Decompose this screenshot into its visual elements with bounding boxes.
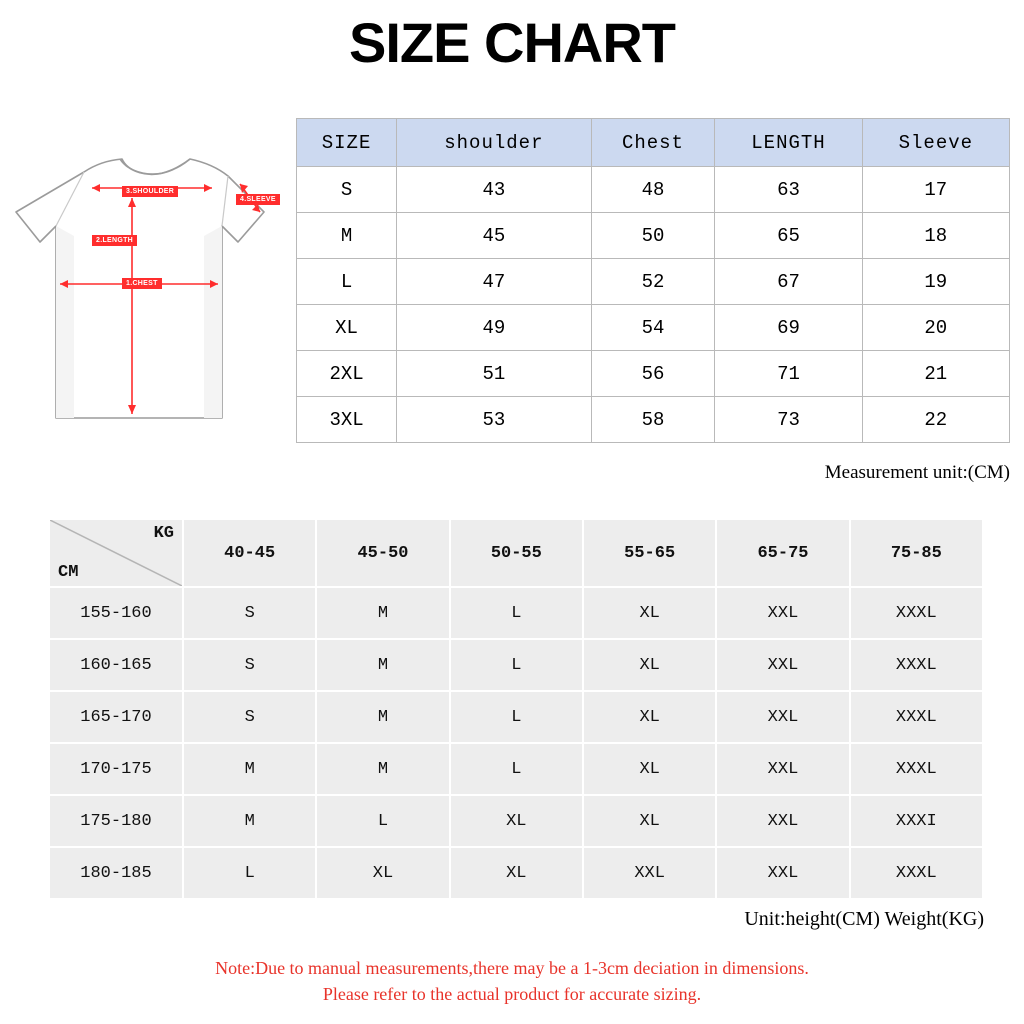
size-cell: M bbox=[316, 691, 449, 743]
column-header-length: LENGTH bbox=[715, 119, 862, 167]
cell-shoulder: 47 bbox=[397, 259, 592, 305]
cell-length: 69 bbox=[715, 305, 862, 351]
size-cell: XXL bbox=[716, 847, 849, 899]
cell-size: 2XL bbox=[297, 351, 397, 397]
size-cell: L bbox=[450, 691, 583, 743]
weight-range-header: 75-85 bbox=[850, 519, 983, 587]
cell-sleeve: 21 bbox=[862, 351, 1009, 397]
table-row bbox=[297, 167, 1010, 213]
size-cell: S bbox=[183, 691, 316, 743]
sleeve-dimension-label: 4.SLEEVE bbox=[236, 194, 280, 205]
size-cell: XXXL bbox=[850, 847, 983, 899]
cell-sleeve: 20 bbox=[862, 305, 1009, 351]
height-range-cell: 180-185 bbox=[49, 847, 183, 899]
chest-dimension-label: 1.CHEST bbox=[122, 278, 162, 289]
cell-length: 73 bbox=[715, 397, 862, 443]
size-cell: XL bbox=[583, 639, 716, 691]
height-range-cell: 160-165 bbox=[49, 639, 183, 691]
size-measurements-table bbox=[296, 118, 1010, 443]
size-cell: XL bbox=[583, 691, 716, 743]
cell-size: XL bbox=[297, 305, 397, 351]
hw-header-row bbox=[49, 519, 983, 587]
height-weight-unit-note: Unit:height(CM) Weight(KG) bbox=[744, 908, 984, 930]
weight-range-header: 65-75 bbox=[716, 519, 849, 587]
height-range-cell: 165-170 bbox=[49, 691, 183, 743]
weight-range-header: 40-45 bbox=[183, 519, 316, 587]
cell-sleeve: 18 bbox=[862, 213, 1009, 259]
cell-length: 63 bbox=[715, 167, 862, 213]
cell-chest: 56 bbox=[591, 351, 715, 397]
table-row bbox=[297, 351, 1010, 397]
cell-chest: 58 bbox=[591, 397, 715, 443]
size-cell: XL bbox=[316, 847, 449, 899]
size-cell: XXL bbox=[716, 587, 849, 639]
size-cell: XXL bbox=[716, 743, 849, 795]
size-cell: L bbox=[316, 795, 449, 847]
size-cell: XL bbox=[583, 795, 716, 847]
size-cell: S bbox=[183, 639, 316, 691]
disclaimer-note bbox=[0, 955, 1024, 1007]
shoulder-dimension-label: 3.SHOULDER bbox=[122, 186, 178, 197]
cell-chest: 48 bbox=[591, 167, 715, 213]
corner-header-cell bbox=[49, 519, 183, 587]
table-row bbox=[297, 305, 1010, 351]
cell-sleeve: 17 bbox=[862, 167, 1009, 213]
size-cell: XXXI bbox=[850, 795, 983, 847]
page-title: SIZE CHART bbox=[349, 11, 675, 74]
cell-chest: 50 bbox=[591, 213, 715, 259]
column-header-sleeve: Sleeve bbox=[862, 119, 1009, 167]
tshirt-diagram bbox=[14, 150, 286, 450]
cell-size: S bbox=[297, 167, 397, 213]
cell-shoulder: 51 bbox=[397, 351, 592, 397]
size-cell: XXXL bbox=[850, 743, 983, 795]
size-cell: L bbox=[450, 587, 583, 639]
size-cell: L bbox=[450, 743, 583, 795]
height-range-cell: 170-175 bbox=[49, 743, 183, 795]
disclaimer-line-1: Note:Due to manual measurements,there may be a 1-3cm deciation in dimensions. bbox=[215, 958, 809, 978]
size-cell: XL bbox=[583, 587, 716, 639]
table-row bbox=[49, 847, 983, 899]
table-row bbox=[297, 397, 1010, 443]
size-cell: L bbox=[450, 639, 583, 691]
cell-size: M bbox=[297, 213, 397, 259]
size-cell: M bbox=[183, 743, 316, 795]
table-row bbox=[297, 213, 1010, 259]
size-cell: XXL bbox=[583, 847, 716, 899]
cell-size: 3XL bbox=[297, 397, 397, 443]
size-cell: XL bbox=[450, 847, 583, 899]
disclaimer-line-2: Please refer to the actual product for accurate sizing. bbox=[322, 984, 702, 1004]
size-cell: XL bbox=[450, 795, 583, 847]
size-cell: M bbox=[183, 795, 316, 847]
table-row bbox=[49, 587, 983, 639]
height-range-cell: 155-160 bbox=[49, 587, 183, 639]
size-cell: M bbox=[316, 743, 449, 795]
table-row bbox=[49, 639, 983, 691]
table-row bbox=[49, 691, 983, 743]
height-weight-table bbox=[48, 518, 984, 900]
size-cell: XXXL bbox=[850, 639, 983, 691]
size-cell: S bbox=[183, 587, 316, 639]
weight-range-header: 50-55 bbox=[450, 519, 583, 587]
cell-length: 67 bbox=[715, 259, 862, 305]
cell-shoulder: 53 bbox=[397, 397, 592, 443]
cell-length: 71 bbox=[715, 351, 862, 397]
cell-shoulder: 43 bbox=[397, 167, 592, 213]
cell-chest: 54 bbox=[591, 305, 715, 351]
cell-shoulder: 45 bbox=[397, 213, 592, 259]
size-cell: XXXL bbox=[850, 691, 983, 743]
size-cell: XL bbox=[583, 743, 716, 795]
weight-range-header: 55-65 bbox=[583, 519, 716, 587]
column-header-size: SIZE bbox=[297, 119, 397, 167]
cell-sleeve: 19 bbox=[862, 259, 1009, 305]
cell-sleeve: 22 bbox=[862, 397, 1009, 443]
size-cell: L bbox=[183, 847, 316, 899]
length-dimension-label: 2.LENGTH bbox=[92, 235, 137, 246]
cell-length: 65 bbox=[715, 213, 862, 259]
corner-kg-label: KG bbox=[153, 524, 174, 543]
column-header-shoulder: shoulder bbox=[397, 119, 592, 167]
cell-shoulder: 49 bbox=[397, 305, 592, 351]
weight-range-header: 45-50 bbox=[316, 519, 449, 587]
size-cell: XXXL bbox=[850, 587, 983, 639]
height-range-cell: 175-180 bbox=[49, 795, 183, 847]
table-header-row bbox=[297, 119, 1010, 167]
table-row bbox=[49, 795, 983, 847]
table-row bbox=[49, 743, 983, 795]
column-header-chest: Chest bbox=[591, 119, 715, 167]
measurement-unit-note: Measurement unit:(CM) bbox=[824, 462, 1010, 483]
size-cell: XXL bbox=[716, 795, 849, 847]
size-cell: M bbox=[316, 639, 449, 691]
cell-chest: 52 bbox=[591, 259, 715, 305]
size-cell: XXL bbox=[716, 691, 849, 743]
size-cell: M bbox=[316, 587, 449, 639]
cell-size: L bbox=[297, 259, 397, 305]
size-cell: XXL bbox=[716, 639, 849, 691]
corner-cm-label: CM bbox=[58, 563, 79, 582]
table-row bbox=[297, 259, 1010, 305]
